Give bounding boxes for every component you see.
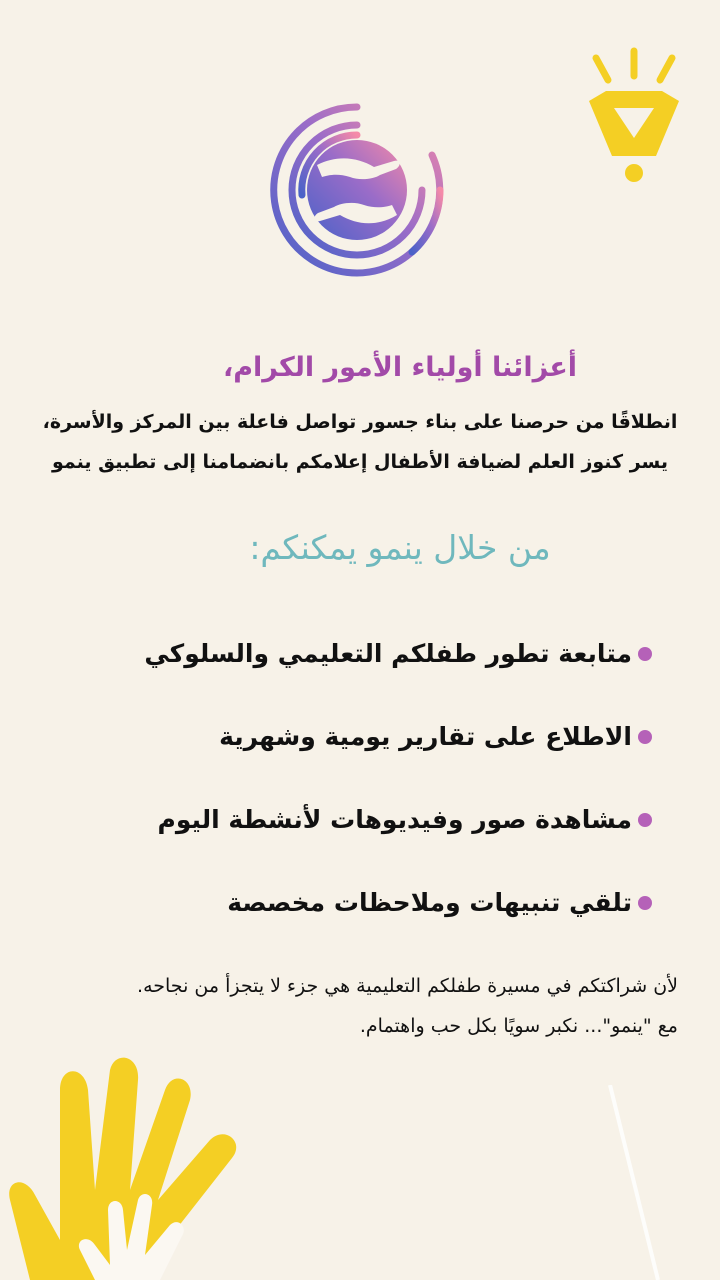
list-item (92, 861, 652, 944)
bullet-icon (638, 896, 652, 910)
hugging-hands-logo (262, 95, 452, 285)
closing-paragraph (28, 966, 678, 1046)
intro-line-1: انطلاقًا من حرصنا على بناء جسور تواصل فاعلة بين المركز والأسرة، (42, 411, 678, 433)
feature-text: الاطلاع على تقارير يومية وشهرية (219, 722, 632, 751)
feature-text: مشاهدة صور وفيديوهات لأنشطة اليوم (157, 805, 632, 834)
bullet-icon (638, 813, 652, 827)
closing-line-2: مع "ينمو"... نكبر سويًا بكل حب واهتمام. (359, 1015, 678, 1037)
decorative-line (600, 1085, 660, 1280)
intro-line-2: يسر كنوز العلم لضيافة الأطفال إعلامكم بانضمامنا إلى تطبيق ينمو (51, 451, 669, 473)
feature-text: متابعة تطور طفلكم التعليمي والسلوكي (144, 639, 632, 668)
closing-line-1: لأن شراكتكم في مسيرة طفلكم التعليمية هي جزء لا يتجزأ من نجاحه. (137, 975, 678, 997)
bullet-icon (638, 730, 652, 744)
intro-paragraph (40, 402, 680, 482)
lightbulb-icon (584, 46, 684, 186)
list-item (92, 612, 652, 695)
list-item (92, 695, 652, 778)
feature-text: تلقي تنبيهات وملاحظات مخصصة (227, 888, 632, 917)
greeting-heading: أعزائنا أولياء الأمور الكرام، (222, 352, 578, 383)
features-list (92, 612, 652, 944)
section-heading: من خلال ينمو يمكنكم: (249, 528, 551, 567)
list-item (92, 778, 652, 861)
bullet-icon (638, 647, 652, 661)
hands-icon (0, 1050, 260, 1280)
